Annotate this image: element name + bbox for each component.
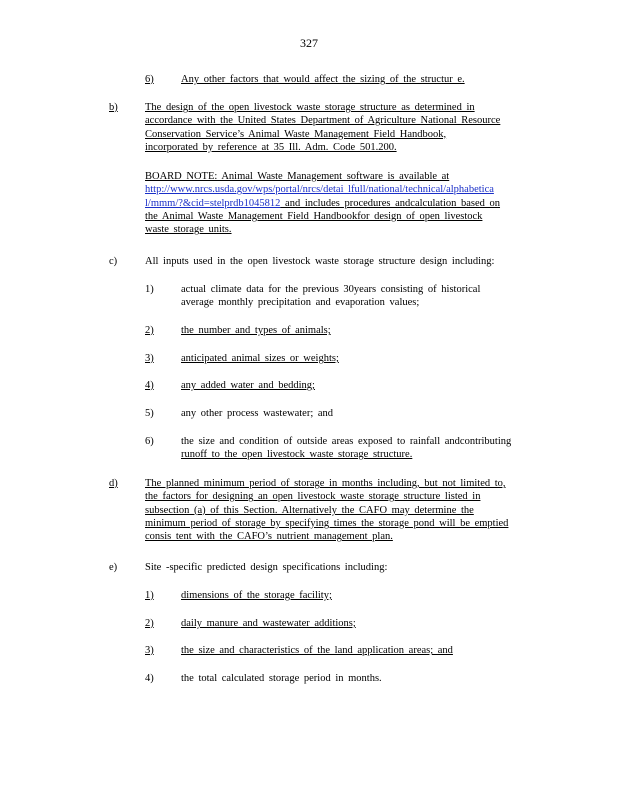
item-d-line: subsection (a) of this Section. Alternatively the CAFO may determine the: [145, 504, 474, 516]
item-c6-label: 6): [145, 436, 154, 447]
board-note: [145, 170, 500, 236]
item-b-line: accordance with the United States Department of Agriculture National Resource: [145, 115, 501, 127]
item-b6-label: 6): [145, 74, 154, 85]
board-note-line: the Animal Waste Management Field Handbookfor design of open livestock: [145, 210, 483, 222]
item-c3-label: 3): [145, 353, 154, 364]
board-note-line: waste storage units.: [145, 224, 232, 236]
board-note-line: BOARD NOTE: Animal Waste Management software is available at: [145, 171, 450, 182]
item-b-line: The design of the open livestock waste storage structure as determined in: [145, 102, 475, 113]
item-e4-text: the total calculated storage period in months.: [181, 673, 382, 684]
item-b6-text: Any other factors that would affect the sizing of the structur e.: [181, 74, 465, 85]
item-b-label: b): [109, 102, 118, 113]
item-d-line: minimum period of storage by specifying times the storage pond will be emptied: [145, 517, 509, 529]
item-c1-line: actual climate data for the previous 30years consisting of historical: [181, 284, 481, 295]
item-c-text: All inputs used in the open livestock waste storage structure design including:: [145, 256, 495, 267]
item-c2-text: the number and types of animals;: [181, 325, 331, 336]
item-c1-label: 1): [145, 284, 154, 295]
item-c3-text: anticipated animal sizes or weights;: [181, 353, 339, 364]
item-e-label: e): [109, 562, 118, 573]
item-b-line: incorporated by reference at 35 Ill. Adm. Code 501.200.: [145, 141, 397, 153]
item-c5-label: 5): [145, 408, 154, 419]
item-c6-text: [181, 435, 511, 462]
item-c1-text: [181, 283, 480, 310]
item-d-paragraph: [145, 477, 508, 543]
item-c6-line: runoff to the open livestock waste storage structure.: [181, 449, 413, 461]
item-d-line: consis tent with the CAFO’s nutrient management plan.: [145, 531, 393, 543]
item-c-label: c): [109, 256, 118, 267]
item-e-text: Site -specific predicted design specifications including:: [145, 562, 388, 573]
item-e1-text: dimensions of the storage facility;: [181, 590, 332, 601]
item-b-paragraph: [145, 101, 500, 154]
item-e2-text: daily manure and wastewater additions;: [181, 618, 356, 629]
item-e4-label: 4): [145, 673, 154, 684]
item-c4-text: any added water and bedding;: [181, 380, 315, 391]
item-e1-label: 1): [145, 590, 154, 601]
board-note-link[interactable]: http://www.nrcs.usda.gov/wps/portal/nrcs/detai lfull/national/technical/alphabetica: [145, 184, 494, 196]
item-d-label: d): [109, 478, 118, 489]
item-e3-label: 3): [145, 645, 154, 656]
board-note-line: and includes procedures andcalculation based on: [280, 197, 501, 209]
item-c1-line: average monthly precipitation and evaporation values;: [181, 297, 420, 309]
item-c6-line: the size and condition of outside areas exposed to rainfall andcontributing: [181, 436, 512, 447]
item-c2-label: 2): [145, 325, 154, 336]
item-d-line: The planned minimum period of storage in months including, but not limited to,: [145, 478, 506, 489]
board-note-link-cont[interactable]: l/mmm/?&cid=stelprdb1045812: [145, 197, 281, 209]
item-e2-label: 2): [145, 618, 154, 629]
item-e3-text: the size and characteristics of the land application areas; and: [181, 645, 453, 656]
page-number: 327: [300, 36, 318, 50]
item-b-line: Conservation Service’s Animal Waste Management Field Handbook,: [145, 128, 447, 140]
item-c4-label: 4): [145, 380, 154, 391]
item-c5-text: any other process wastewater; and: [181, 408, 334, 419]
item-d-line: the factors for designing an open livestock waste storage structure listed in: [145, 491, 481, 503]
